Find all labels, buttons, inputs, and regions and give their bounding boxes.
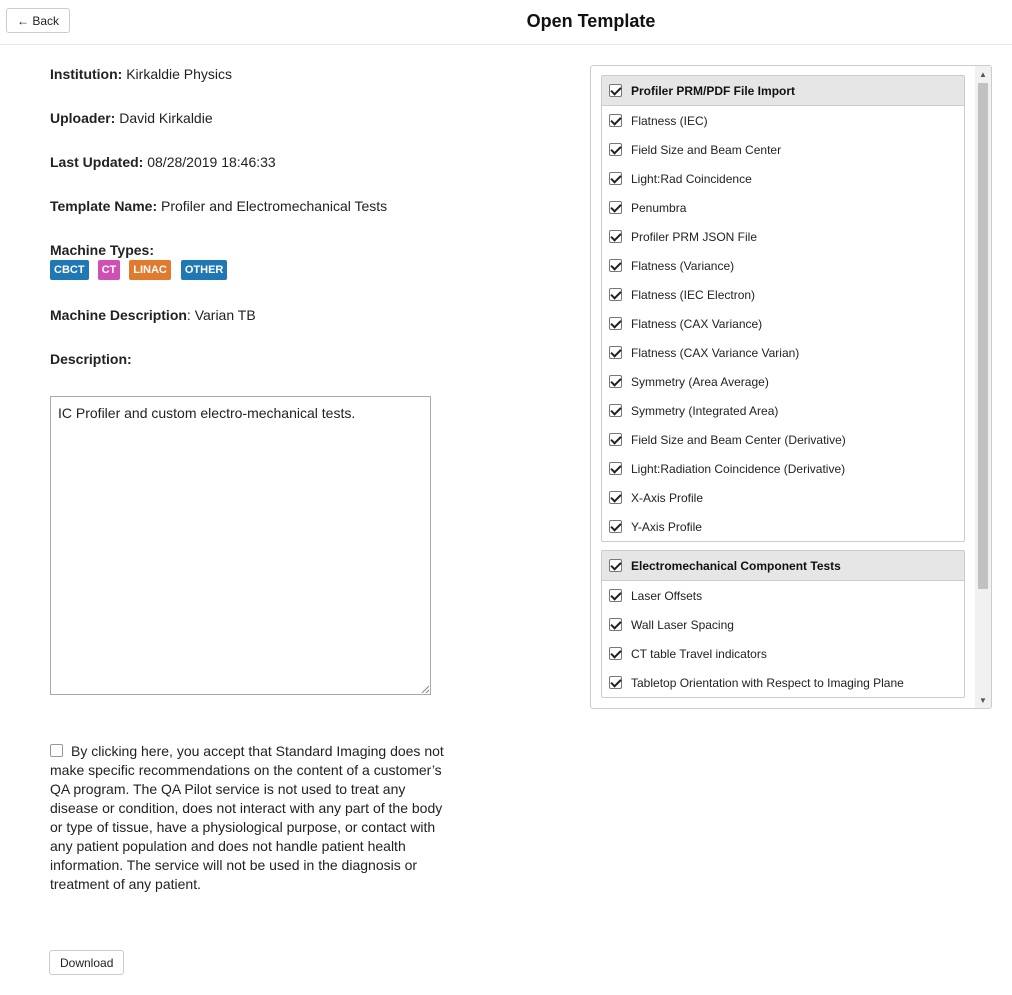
test-item-label: Penumbra: [631, 200, 687, 215]
machine-description-row: [50, 307, 256, 323]
test-item[interactable]: [602, 581, 964, 610]
description-textarea[interactable]: [50, 396, 431, 695]
test-item-label: CT table Travel indicators: [631, 646, 767, 661]
institution-row: [50, 66, 232, 82]
test-item[interactable]: [602, 668, 964, 697]
consent-checkbox[interactable]: [50, 744, 63, 757]
description-label: Description:: [50, 351, 132, 367]
test-item-label: Flatness (Variance): [631, 258, 735, 273]
test-item-checkbox[interactable]: [609, 259, 622, 272]
test-item-label: Symmetry (Area Average): [631, 374, 769, 389]
test-item-checkbox[interactable]: [609, 114, 622, 127]
template-name-row: [50, 198, 387, 214]
download-button[interactable]: [49, 950, 124, 975]
test-item-checkbox[interactable]: [609, 346, 622, 359]
test-item-label: Field Size and Beam Center (Derivative): [631, 432, 846, 447]
test-item-checkbox[interactable]: [609, 230, 622, 243]
test-item[interactable]: [602, 106, 964, 135]
group-checkbox[interactable]: [609, 84, 622, 97]
test-item-checkbox[interactable]: [609, 201, 622, 214]
test-item-checkbox[interactable]: [609, 520, 622, 533]
institution-label: Institution:: [50, 66, 123, 82]
test-item-label: Light:Radiation Coincidence (Derivative): [631, 461, 846, 476]
test-item-checkbox[interactable]: [609, 589, 622, 602]
test-item[interactable]: [602, 135, 964, 164]
template-name-value: Profiler and Electromechanical Tests: [161, 198, 388, 214]
group-header[interactable]: [602, 76, 964, 106]
test-groups: [601, 75, 965, 706]
test-item-label: Light:Rad Coincidence: [631, 171, 752, 186]
resize-grip-icon[interactable]: [421, 685, 429, 693]
scroll-up-icon[interactable]: ▲: [979, 69, 987, 79]
top-bar: [0, 0, 1012, 45]
test-item-label: Y-Axis Profile: [631, 519, 702, 534]
description-row: [50, 351, 132, 367]
test-selection-panel: [590, 65, 992, 709]
test-item-label: Symmetry (Integrated Area): [631, 403, 779, 418]
test-item-label: Flatness (CAX Variance): [631, 316, 763, 331]
last-updated-row: [50, 154, 276, 170]
group-checkbox[interactable]: [609, 559, 622, 572]
machine-types-label: Machine Types:: [50, 242, 154, 258]
test-item[interactable]: [602, 193, 964, 222]
test-group: [601, 550, 965, 698]
test-item-label: Laser Offsets: [631, 588, 703, 603]
scroll-thumb[interactable]: [978, 83, 988, 589]
machine-description-value: : Varian TB: [186, 307, 256, 323]
template-name-label: Template Name:: [50, 198, 158, 214]
test-item[interactable]: [602, 425, 964, 454]
institution-value: Kirkaldie Physics: [126, 66, 233, 82]
test-item-checkbox[interactable]: [609, 172, 622, 185]
test-item-checkbox[interactable]: [609, 676, 622, 689]
description-text: IC Profiler and custom electro-mechanical tests.: [58, 405, 356, 421]
test-item-label: Wall Laser Spacing: [631, 617, 734, 632]
panel-scrollbar[interactable]: [975, 66, 991, 708]
test-item[interactable]: [602, 639, 964, 668]
test-item-label: Field Size and Beam Center: [631, 142, 782, 157]
uploader-value: David Kirkaldie: [119, 110, 213, 126]
last-updated-label: Last Updated:: [50, 154, 144, 170]
machine-type-badge: OTHER: [181, 260, 228, 280]
consent-block: [50, 742, 450, 894]
back-label: ← Back: [17, 13, 60, 28]
test-item-label: Tabletop Orientation with Respect to Imaging Plane: [631, 675, 904, 690]
download-label: Download: [60, 955, 114, 970]
test-item[interactable]: [602, 251, 964, 280]
test-item-label: Flatness (IEC Electron): [631, 287, 756, 302]
test-item-label: X-Axis Profile: [631, 490, 704, 505]
test-item-checkbox[interactable]: [609, 433, 622, 446]
test-item[interactable]: [602, 454, 964, 483]
page-title: Open Template: [526, 11, 656, 31]
test-item[interactable]: [602, 512, 964, 541]
test-item-checkbox[interactable]: [609, 491, 622, 504]
test-item-checkbox[interactable]: [609, 375, 622, 388]
uploader-row: [50, 110, 213, 126]
machine-type-badge: CBCT: [50, 260, 89, 280]
test-item[interactable]: [602, 483, 964, 512]
test-item-label: Flatness (IEC): [631, 113, 708, 128]
group-title: Electromechanical Component Tests: [631, 558, 841, 573]
test-item-label: Flatness (CAX Variance Varian): [631, 345, 800, 360]
machine-types-row: [50, 242, 154, 258]
test-item[interactable]: [602, 338, 964, 367]
test-item[interactable]: [602, 280, 964, 309]
test-item-label: Profiler PRM JSON File: [631, 229, 758, 244]
machine-type-badge: LINAC: [129, 260, 171, 280]
test-item[interactable]: [602, 164, 964, 193]
test-group: [601, 75, 965, 542]
test-item-checkbox[interactable]: [609, 317, 622, 330]
test-item-checkbox[interactable]: [609, 462, 622, 475]
test-item-checkbox[interactable]: [609, 288, 622, 301]
scroll-down-icon[interactable]: ▼: [979, 695, 987, 705]
consent-text: By clicking here, you accept that Standard Imaging does not make specific recommendations on the content of a customer’s QA program. The QA Pilot service is not used to treat any disease or condition, does not interact with any part of the body or type of tissue, have a physiological purpose, or contact with any patient population and does not handle patient health information. The service will not be used in the diagnosis or treatment of any patient.: [50, 743, 444, 892]
test-item[interactable]: [602, 309, 964, 338]
test-item-checkbox[interactable]: [609, 647, 622, 660]
machine-description-label: Machine Description: [50, 307, 187, 323]
uploader-label: Uploader:: [50, 110, 116, 126]
machine-type-badges: [50, 260, 227, 280]
group-title: Profiler PRM/PDF File Import: [631, 83, 796, 98]
machine-type-badge: CT: [98, 260, 121, 280]
test-item[interactable]: [602, 367, 964, 396]
test-item-checkbox[interactable]: [609, 404, 622, 417]
test-item[interactable]: [602, 610, 964, 639]
test-item-checkbox[interactable]: [609, 143, 622, 156]
group-header[interactable]: [602, 551, 964, 581]
test-item-checkbox[interactable]: [609, 618, 622, 631]
last-updated-value: 08/28/2019 18:46:33: [147, 154, 276, 170]
test-item[interactable]: [602, 396, 964, 425]
test-item[interactable]: [602, 222, 964, 251]
